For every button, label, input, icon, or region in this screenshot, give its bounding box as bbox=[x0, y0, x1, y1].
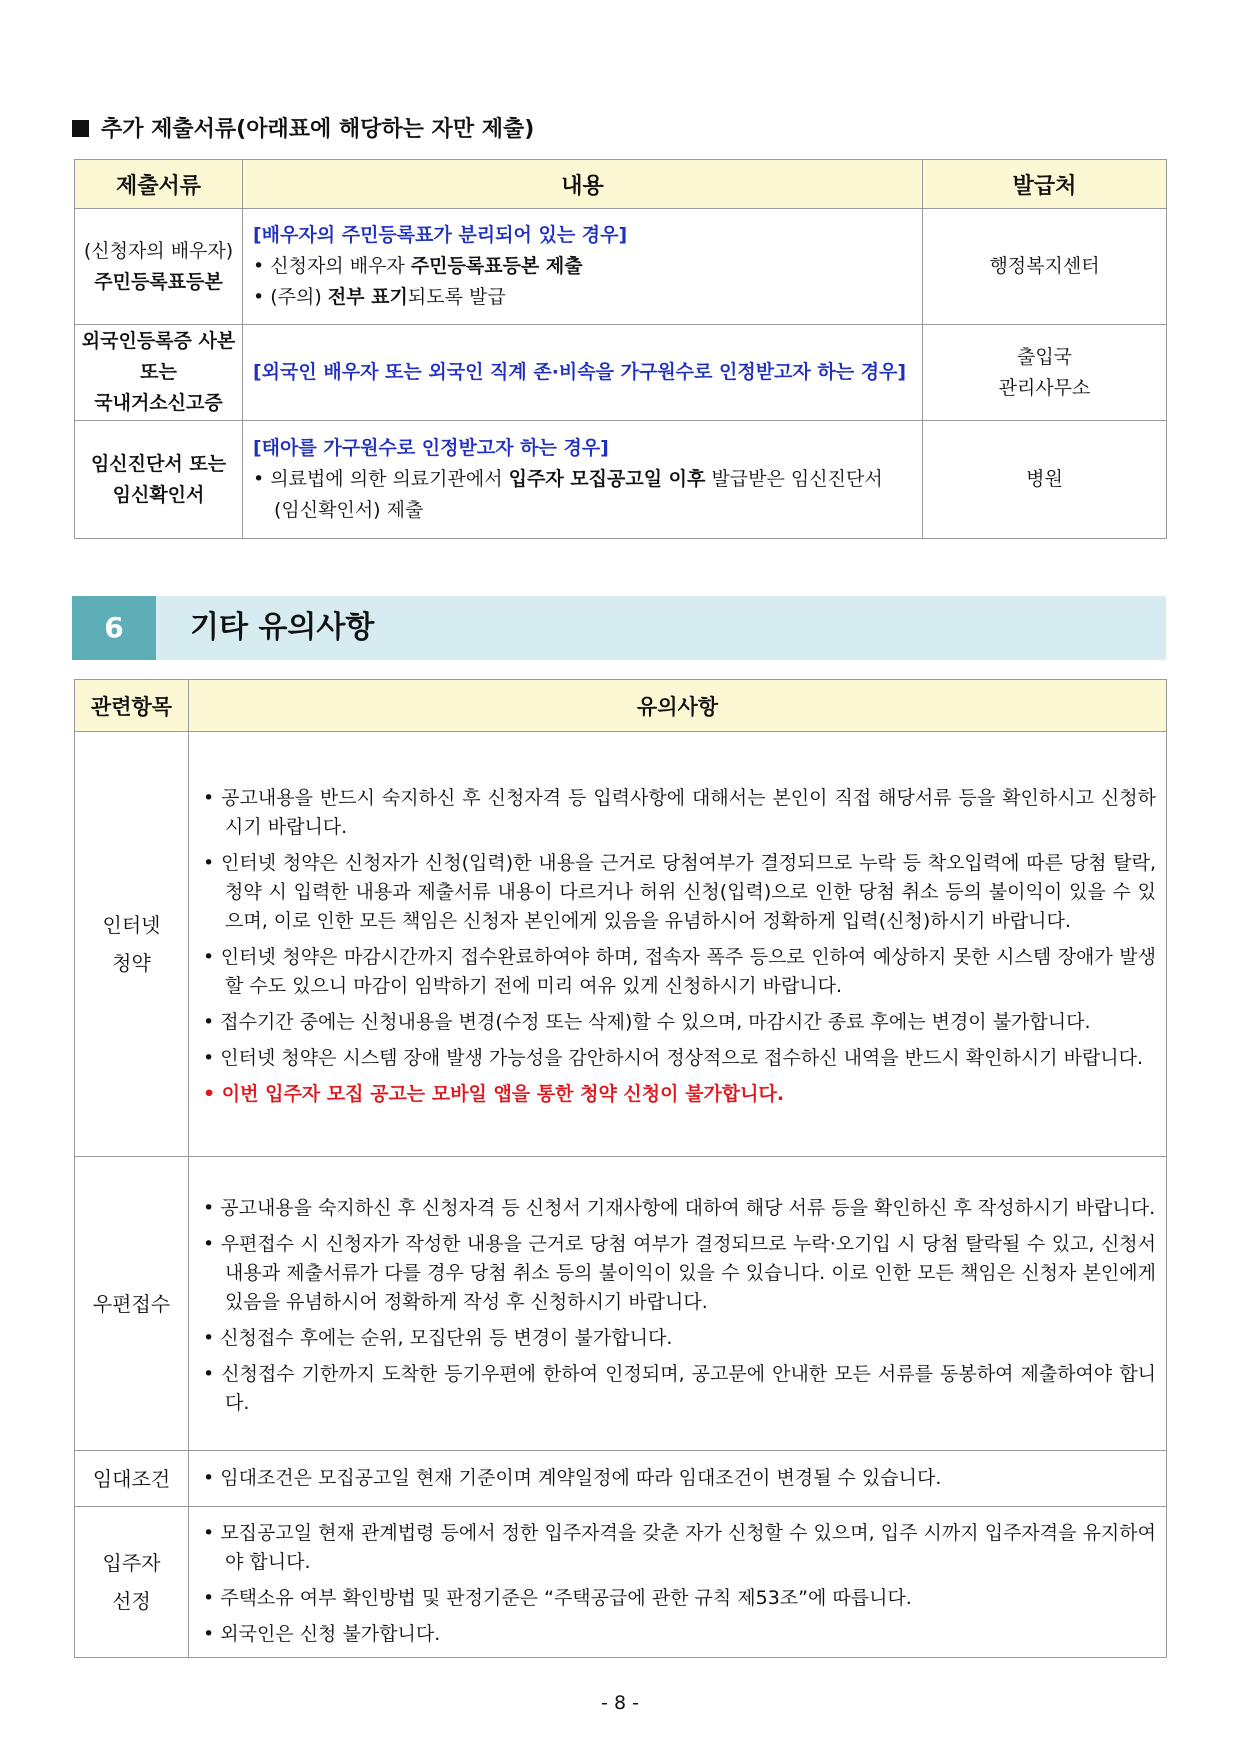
table-row bbox=[75, 732, 1167, 1157]
list-item: • 임대조건은 모집공고일 현재 기준이며 계약일정에 따라 임대조건이 변경될 수 있습니다. bbox=[203, 1467, 942, 1489]
issuer-cell: 병원 bbox=[923, 421, 1167, 539]
category-cell: 인터넷 청약 bbox=[75, 732, 189, 1157]
section-number: 6 bbox=[72, 596, 156, 660]
content-cell bbox=[243, 421, 923, 539]
list-item: • 인터넷 청약은 마감시간까지 접수완료하여야 하며, 접속자 폭주 등으로 인하여 예상하지 못한 시스템 장애가 발생할 수도 있으니 마감이 임박하기 전에 미리 여유 있게 신청하시기 바랍니다. bbox=[203, 945, 1157, 997]
table-row bbox=[75, 1507, 1167, 1658]
table-row bbox=[75, 325, 1167, 421]
list-item: • (주의) 전부 표기되도록 발급 bbox=[253, 286, 506, 308]
condition-text: [배우자의 주민등록표가 분리되어 있는 경우] bbox=[253, 224, 628, 246]
document-cell: (신청자의 배우자) 주민등록표등본 bbox=[75, 209, 243, 325]
list-item: • 주택소유 여부 확인방법 및 판정기준은 “주택공급에 관한 규칙 제53조”에 따릅니다. bbox=[203, 1587, 912, 1609]
table-row bbox=[75, 1157, 1167, 1451]
notes-cell bbox=[189, 1451, 1167, 1507]
list-item: • 접수기간 중에는 신청내용을 변경(수정 또는 삭제)할 수 있으며, 마감시간 종료 후에는 변경이 불가합니다. bbox=[203, 1010, 1091, 1033]
category-cell: 임대조건 bbox=[75, 1451, 189, 1507]
list-item: • 신청접수 후에는 순위, 모집단위 등 변경이 불가합니다. bbox=[203, 1326, 673, 1349]
list-item: • 인터넷 청약은 시스템 장애 발생 가능성을 감안하시어 정상적으로 접수하신 내역을 반드시 확인하시기 바랍니다. bbox=[203, 1046, 1144, 1069]
section-title: 기타 유의사항 bbox=[190, 610, 375, 645]
header-category: 관련항목 bbox=[75, 680, 189, 732]
issuer-cell: 출입국 관리사무소 bbox=[923, 325, 1167, 421]
content-cell bbox=[243, 209, 923, 325]
header-document: 제출서류 bbox=[75, 160, 243, 209]
list-item: • 공고내용을 반드시 숙지하신 후 신청자격 등 입력사항에 대해서는 본인이 직접 해당서류 등을 확인하시고 신청하시기 바랍니다. bbox=[203, 786, 1156, 838]
header-notes: 유의사항 bbox=[189, 680, 1167, 732]
category-cell: 입주자 선정 bbox=[75, 1507, 189, 1658]
list-item: • 공고내용을 숙지하신 후 신청자격 등 신청서 기재사항에 대하여 해당 서류 등을 확인하신 후 작성하시기 바랍니다. bbox=[203, 1196, 1156, 1219]
list-item: • 인터넷 청약은 신청자가 신청(입력)한 내용을 근거로 당첨여부가 결정되므로 누락 등 착오입력에 따른 당첨 탈락, 청약 시 입력한 내용과 제출서류 내용이 다르거나 허위 신청(입력)으로 인한 당첨 취소 등의 불이익이 있을 수 있으며, 이로 인한 모든 책임은 신청자 본인에게 있음을 유념하시어 정확하게 입력(신청)하시기 바랍니다. bbox=[203, 851, 1157, 932]
header-content: 내용 bbox=[243, 160, 923, 209]
list-item: • 신청자의 배우자 주민등록표등본 제출 bbox=[253, 255, 583, 277]
table-row bbox=[75, 421, 1167, 539]
list-item: • 신청접수 기한까지 도착한 등기우편에 한하여 인정되며, 공고문에 안내한 모든 서류를 동봉하여 제출하여야 합니다. bbox=[203, 1362, 1156, 1414]
condition-text: [외국인 배우자 또는 외국인 직계 존·비속을 가구원수로 인정받고자 하는 경우] bbox=[253, 361, 907, 383]
section-6-banner bbox=[72, 596, 1166, 660]
content-cell bbox=[243, 325, 923, 421]
extra-documents-table bbox=[74, 159, 1167, 539]
header-issuer: 발급처 bbox=[923, 160, 1167, 209]
table-row bbox=[75, 209, 1167, 325]
notes-cell bbox=[189, 732, 1167, 1157]
table-header-row bbox=[75, 160, 1167, 209]
condition-text: [태아를 가구원수로 인정받고자 하는 경우] bbox=[253, 437, 609, 459]
extra-documents-heading: 추가 제출서류(아래표에 해당하는 자만 제출) bbox=[72, 112, 534, 143]
document-cell: 외국인등록증 사본 또는 국내거소신고증 bbox=[75, 325, 243, 421]
table-row bbox=[75, 1451, 1167, 1507]
document-cell: 임신진단서 또는 임신확인서 bbox=[75, 421, 243, 539]
list-item: • 우편접수 시 신청자가 작성한 내용을 근거로 당첨 여부가 결정되므로 누락·오기입 시 당첨 탈락될 수 있고, 신청서 내용과 제출서류가 다를 경우 당첨 취소 등의 불이익이 있을 수 있습니다. 이로 인한 모든 책임은 신청자 본인에게 있음을 유념하시어 정확하게 작성 후 신청하시기 바랍니다. bbox=[203, 1232, 1157, 1313]
notes-cell bbox=[189, 1157, 1167, 1451]
notes-cell bbox=[189, 1507, 1167, 1658]
notes-table bbox=[74, 679, 1167, 1658]
page-number: - 8 - bbox=[601, 1692, 639, 1714]
warning-item: • 이번 입주자 모집 공고는 모바일 앱을 통한 청약 신청이 불가합니다. bbox=[203, 1082, 785, 1105]
category-cell: 우편접수 bbox=[75, 1157, 189, 1451]
list-item: • 외국인은 신청 불가합니다. bbox=[203, 1623, 441, 1645]
list-item: • 의료법에 의한 의료기관에서 입주자 모집공고일 이후 발급받은 임신진단서 (임신확인서) 제출 bbox=[253, 468, 883, 521]
table-header-row bbox=[75, 680, 1167, 732]
issuer-cell: 행정복지센터 bbox=[923, 209, 1167, 325]
square-bullet-icon bbox=[72, 120, 89, 137]
list-item: • 모집공고일 현재 관계법령 등에서 정한 입주자격을 갖춘 자가 신청할 수 있으며, 입주 시까지 입주자격을 유지하여야 합니다. bbox=[203, 1522, 1156, 1573]
